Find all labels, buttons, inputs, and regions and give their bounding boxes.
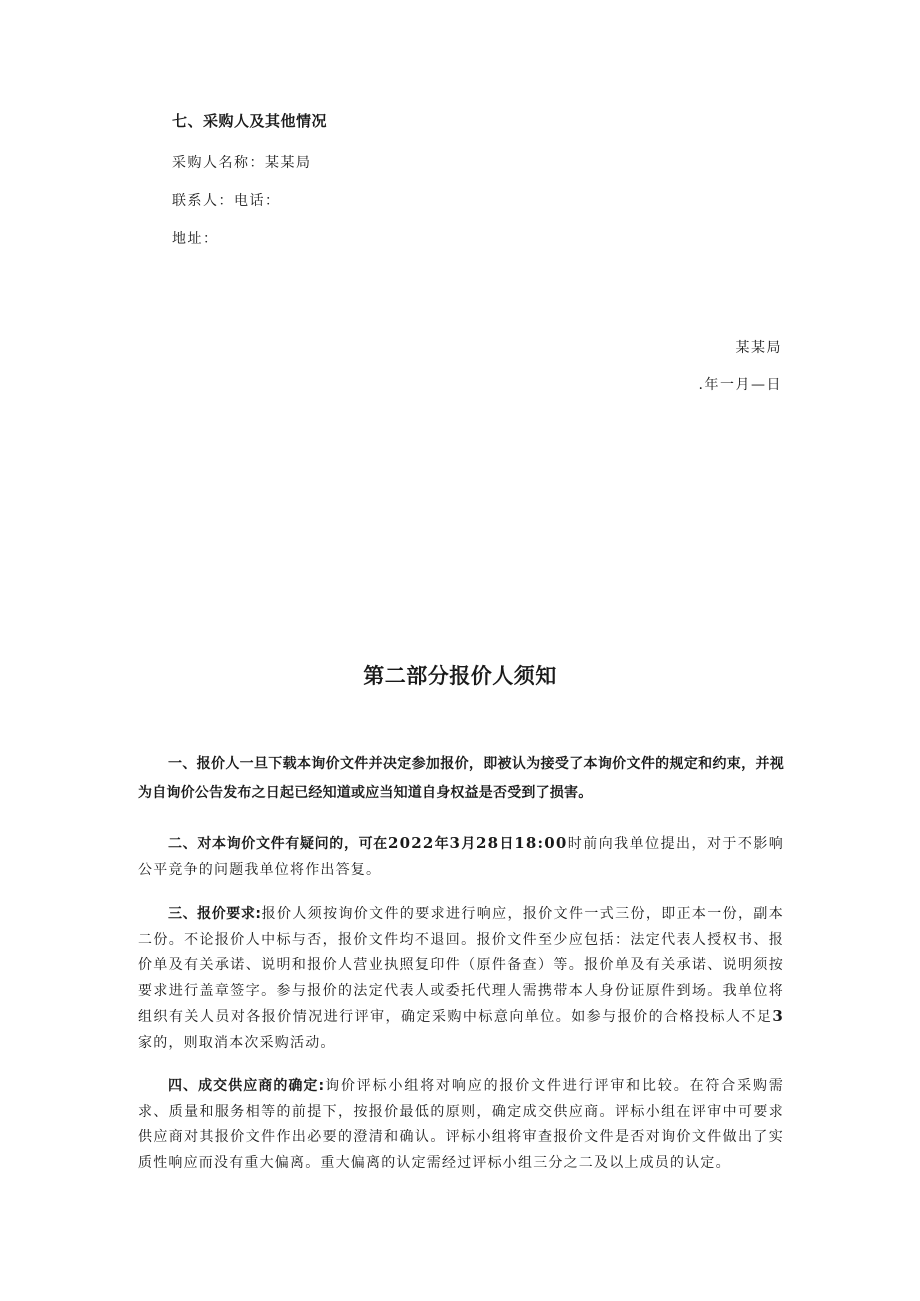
section-7-heading: 七、采购人及其他情况 [172,112,328,130]
paragraph-4-lead: 四、成交供应商的确定: [168,1078,325,1094]
deadline-month-unit: 月 [461,836,477,852]
deadline-day: 28 [476,834,500,852]
signature-date: .年一月—日 [698,377,782,393]
paragraph-4 [138,1074,784,1176]
paragraph-1: 一、报价人一旦下载本询价文件并决定参加报价，即被认为接受了本询价文件的规定和约束，并视为自询价公告发布之日起已经知道或应当知道自身权益是否受到了损害。 [138,756,784,801]
deadline-year-unit: 年 [434,836,450,852]
paragraph-3-body: 报价人须按询价文件的要求进行响应，报价文件一式三份，即正本一份，副本二份。不论报价人中标与否，报价文件均不退回。报价文件至少应包括：法定代表人授权书、报价单及有关承诺、说明和报价人营业执照复印件（原件备查）等。报价单及有关承诺、说明须按要求进行盖章签字。参与报价的法定代表人或委托代理人需携带本人身份证原件到场。我单位将组织有关人员对各报价情况进行评审，确定采购中标意向单位。如参与报价的合格投标人不足 [138,906,784,1025]
paragraph-3-lead: 三、报价要求: [168,906,262,922]
signature-org: 某某局 [735,340,782,356]
deadline-year: 2022 [387,834,435,852]
address: 地址： [172,231,219,247]
contact-phone: 联系人：电话： [172,193,281,209]
paragraph-2-tail: 时前向我单位提出，对于不影响公平竞争的问题我单位将作出答复。 [138,836,785,878]
deadline-time: 18:00 [514,834,568,852]
min-bidder-count: 3 [772,1007,784,1025]
paragraph-4-body: 询价评标小组将对响应的报价文件进行评审和比较。在符合采购需求、质量和服务相等的前提下，按报价最低的原则，确定成交供应商。评标小组在评审中可要求供应商对其报价文件作出必要的澄清和确认。评标小组将审查报价文件是否对询价文件做出了实质性响应而没有重大偏离。重大偏离的认定需经过评标小组三分之二及以上成员的认定。 [138,1078,784,1171]
part-2-title: 第二部分报价人须知 [363,664,557,688]
deadline-month: 3 [449,834,462,852]
paragraph-3 [138,902,784,1056]
purchaser-name: 采购人名称：某某局 [172,155,312,171]
paragraph-2 [138,831,784,883]
paragraph-2-lead: 二、对本询价文件有疑问的，可在 [168,836,388,852]
paragraph-3-tail: 家的，则取消本次采购活动。 [138,1034,336,1051]
deadline-day-unit: 日 [499,836,515,852]
